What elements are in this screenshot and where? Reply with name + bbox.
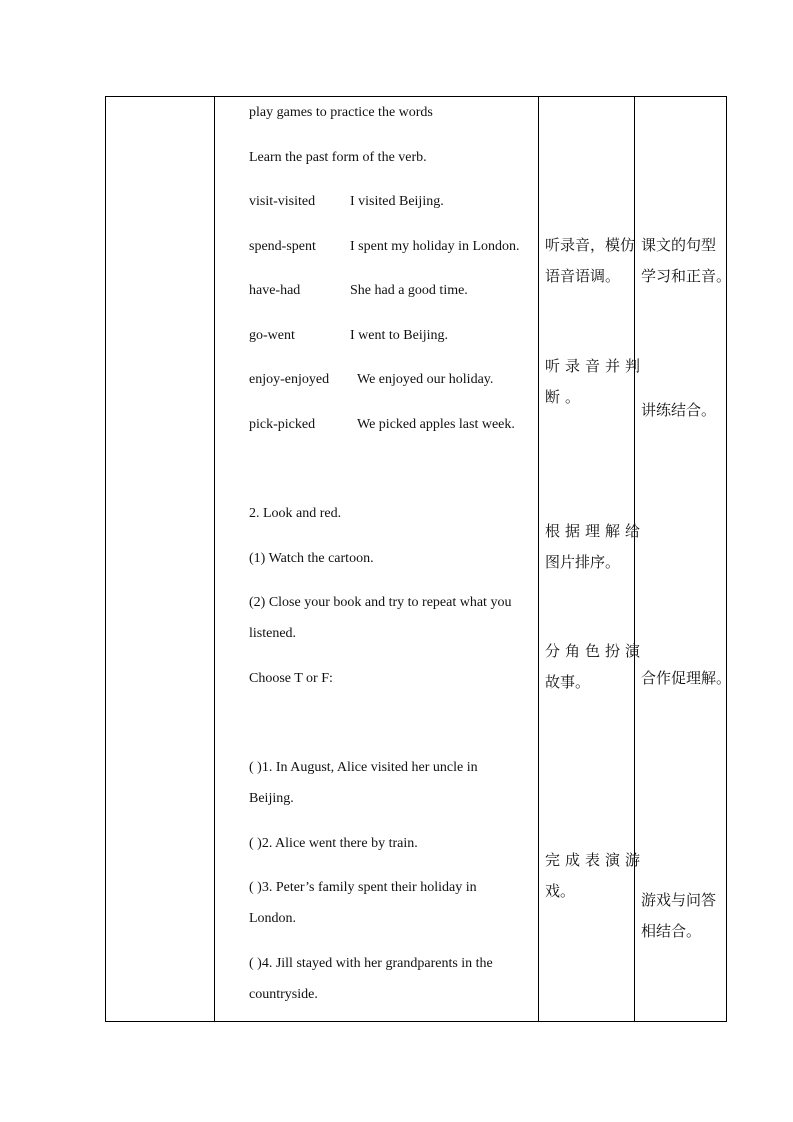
verb-form: enjoy-enjoyed	[249, 372, 330, 387]
design-intent: 合作促理解。	[641, 669, 732, 687]
section-2-step-2: (2) Close your book and try to repeat what you	[249, 595, 512, 610]
verb-form: spend-spent	[249, 239, 316, 254]
intro-line-1: play games to practice the words	[249, 105, 433, 120]
section-2-step-2-cont: listened.	[249, 626, 297, 641]
question-item: ( )4. Jill stayed with her grandparents in the	[249, 956, 493, 971]
verb-example: I went to Beijing.	[350, 328, 448, 343]
design-intent: 课文的句型 学习和正音。	[641, 236, 732, 285]
question-item: ( )3. Peter’s family spent their holiday in	[249, 880, 477, 895]
column-divider-2	[538, 97, 539, 1021]
design-intent: 讲练结合。	[641, 401, 717, 419]
verb-form: pick-picked	[249, 417, 316, 432]
question-item-cont: Beijing.	[249, 791, 294, 806]
intro-line-2: Learn the past form of the verb.	[249, 150, 427, 165]
choose-instruction: Choose T or F:	[249, 671, 333, 686]
verb-example: I spent my holiday in London.	[350, 239, 520, 254]
student-activity: 根据理解给 图片排序。	[545, 522, 646, 571]
section-2-step-1: (1) Watch the cartoon.	[249, 551, 374, 566]
verb-form: visit-visited	[249, 194, 316, 209]
question-item-cont: London.	[249, 911, 297, 926]
question-item: ( )2. Alice went there by train.	[249, 836, 418, 851]
student-activity: 听录音，模仿 语音语调。	[545, 236, 636, 285]
student-activity: 分角色扮演 故事。	[545, 642, 646, 691]
question-item-cont: countryside.	[249, 987, 318, 1002]
verb-example: I visited Beijing.	[350, 194, 444, 209]
verb-example: We picked apples last week.	[357, 417, 515, 432]
verb-example: She had a good time.	[350, 283, 468, 298]
column-divider-1	[214, 97, 215, 1021]
verb-form: go-went	[249, 328, 295, 343]
student-activity: 完成表演游 戏。	[545, 851, 646, 900]
verb-form: have-had	[249, 283, 301, 298]
verb-example: We enjoyed our holiday.	[357, 372, 494, 387]
question-item: ( )1. In August, Alice visited her uncle in	[249, 760, 478, 775]
student-activity: 听录音并判 断。	[545, 357, 646, 406]
section-2-heading: 2. Look and red.	[249, 506, 342, 521]
design-intent: 游戏与问答 相结合。	[641, 891, 717, 940]
